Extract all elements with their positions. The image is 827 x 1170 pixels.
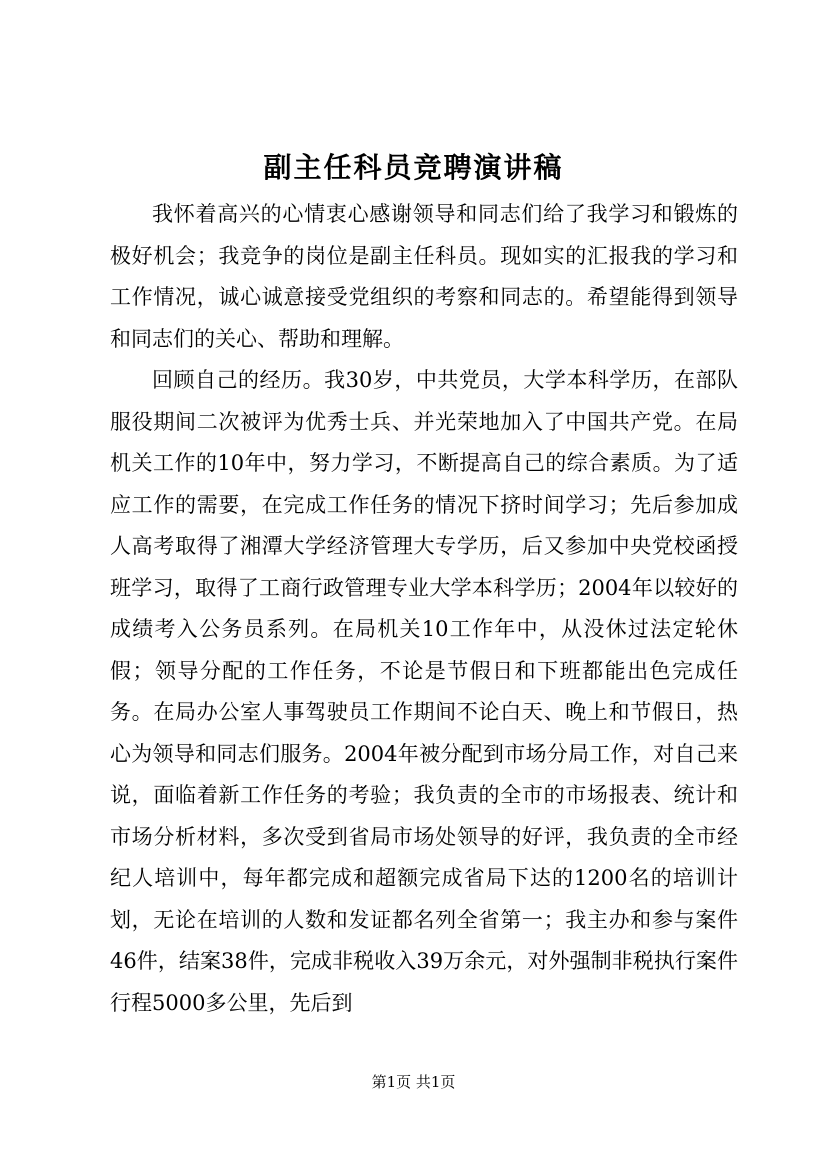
paragraph-1: 我怀着高兴的心情衷心感谢领导和同志们给了我学习和锻炼的极好机会；我竞争的岗位是副主任科员。现如实的汇报我的学习和工作情况，诚心诚意接受党组织的考察和同志的。希望能得到领导和同志们的关心、帮助和理解。 (110, 202, 738, 351)
page-footer: 第1页 共1页 (371, 1073, 456, 1091)
document-body (110, 194, 738, 1024)
document-title: 副主任科员竞聘演讲稿 (263, 151, 564, 184)
paragraph-2: 回顾自己的经历。我30岁，中共党员，大学本科学历，在部队服役期间二次被评为优秀士兵、并光荣地加入了中国共产党。在局机关工作的10年中，努力学习，不断提高自己的综合素质。为了适应工作的需要，在完成工作任务的情况下挤时间学习；先后参加成人高考取得了湘潭大学经济管理大专学历，后又参加中央党校函授班学习，取得了工商行政管理专业大学本科学历；2004年以较好的成绩考入公务员系列。在局机关10工作年中，从没休过法定轮休假；领导分配的工作任务，不论是节假日和下班都能出色完成任务。在局办公室人事驾驶员工作期间不论白天、晚上和节假日，热心为领导和同志们服务。2004年被分配到市场分局工作，对自己来说，面临着新工作任务的考验；我负责的全市的市场报表、统计和市场分析材料，多次受到省局市场处领导的好评，我负责的全市经纪人培训中，每年都完成和超额完成省局下达的1200名的培训计划，无论在培训的人数和发证都名列全省第一；我主办和参与案件46件，结案38件，完成非税收入39万余元，对外强制非税执行案件行程5000多公里，先后到 (110, 368, 738, 1015)
